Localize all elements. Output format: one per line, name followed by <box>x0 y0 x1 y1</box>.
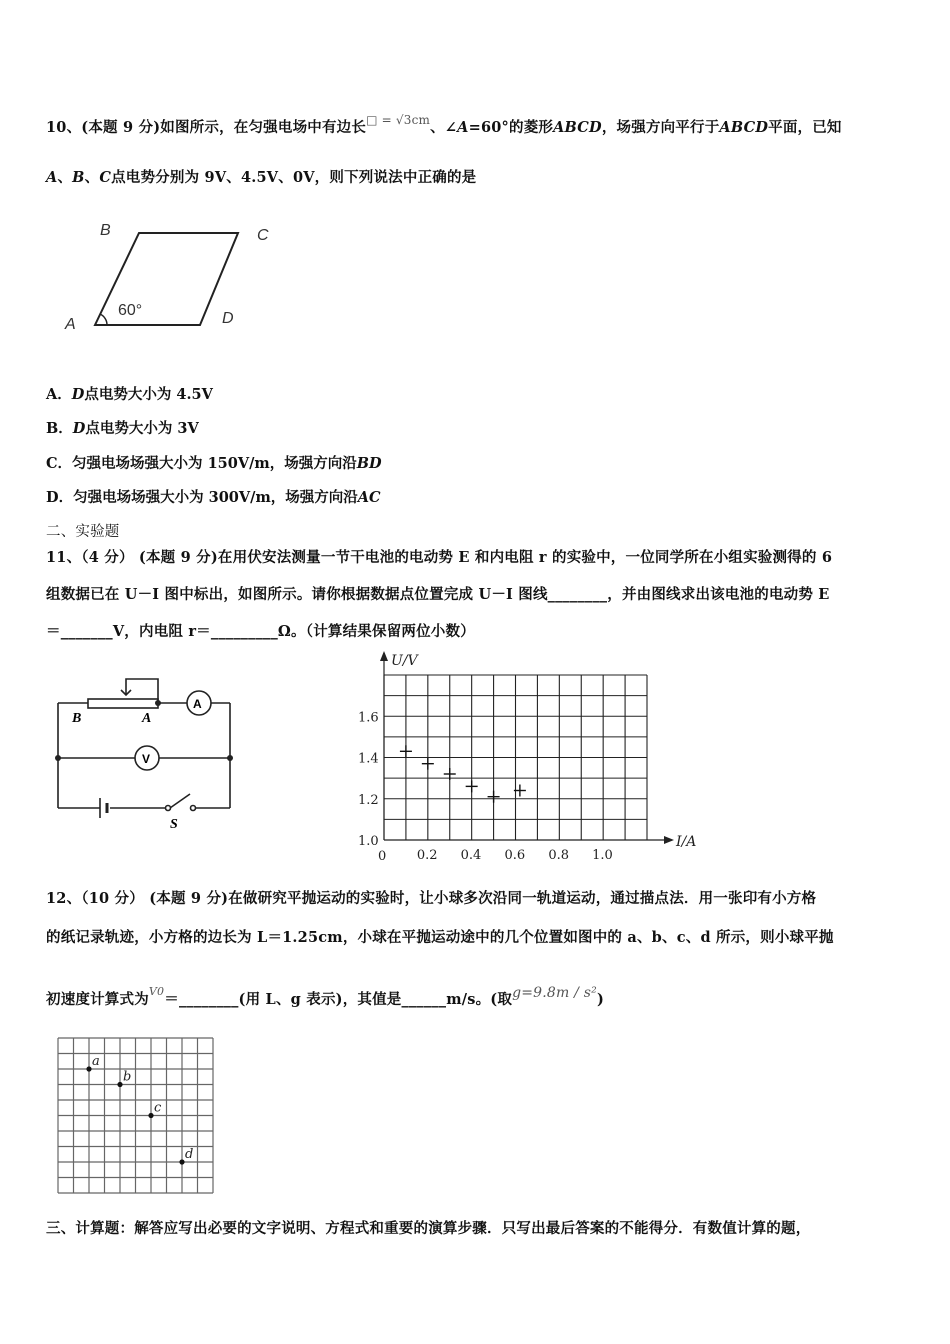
q11-line2: 组数据已在 U－I 图中标出，如图所示。请你根据数据点位置完成 U－I 图线________，并由图线求出该电池的电动势 E <box>46 586 830 603</box>
trajectory-label-d: d <box>185 1147 194 1162</box>
y-tick-label: 1.4 <box>358 751 379 767</box>
chart-labels <box>358 653 696 864</box>
vertex-label-d: D <box>222 310 234 327</box>
q10-line2: A、B、C点电势分别为 9V、4.5V、0V，则下列说法中正确的是 <box>46 169 477 186</box>
rheostat <box>88 699 158 708</box>
angle-label: 60° <box>118 302 143 319</box>
voltmeter-label: V <box>142 752 151 766</box>
rhombus-figure <box>55 210 285 345</box>
q11-line1: 11、（4 分） (本题 9 分)在用伏安法测量一节干电池的电动势 E 和内电阻 r 的实验中，一位同学所在小组实验测得的 6 <box>46 549 833 566</box>
q12-line1: 12、（10 分） (本题 9 分)在做研究平抛运动的实验时，让小球多次沿同一轨道运动，通过描点法．用一张印有小方格 <box>46 890 817 907</box>
x-axis-label: I/A <box>676 834 697 850</box>
q11-line3: ＝_______V，内电阻 r＝_________Ω。（计算结果保留两位小数） <box>46 623 475 640</box>
side-length-formula: □ = √3cm <box>366 113 431 127</box>
v0-symbol: V0 <box>148 985 165 998</box>
y-tick-label: 1.0 <box>358 834 379 849</box>
grid-paper-figure <box>55 1035 217 1195</box>
ammeter-label: A <box>193 697 202 711</box>
vertex-label-b: B <box>100 222 111 239</box>
q10-line1: 10、(本题 9 分)如图所示，在匀强电场中有边长$^{□ = √3cm}$、∠A=60°的菱形ABCD，场强方向平行于ABCD平面，已知 <box>46 113 842 136</box>
chart-grid <box>384 675 647 840</box>
chart-points <box>400 745 526 802</box>
trajectory-point-d <box>179 1159 184 1164</box>
ui-chart <box>350 645 710 870</box>
trajectory-points <box>86 1054 193 1165</box>
trajectory-point-c <box>148 1113 153 1118</box>
data-point <box>400 745 412 757</box>
circuit-diagram <box>50 670 240 835</box>
chart-axes <box>380 651 674 844</box>
data-point <box>422 758 434 770</box>
y-tick-label: 1.2 <box>358 792 379 808</box>
x-tick-label: 0.8 <box>548 848 570 863</box>
trajectory-label-a: a <box>92 1054 100 1069</box>
circuit-label-b: B <box>72 711 82 726</box>
vertex-label-c: C <box>257 227 269 244</box>
q12-line3: 初速度计算式为$^{V0}$＝________(用 L、g 表示)，其值是______m/s。(取g=9.8m / s²) <box>46 985 604 1008</box>
section-3-heading: 三、计算题：解答应写出必要的文字说明、方程式和重要的演算步骤．只写出最后答案的不能得分．有数值计算的题， <box>46 1220 811 1237</box>
q10-option-a[interactable]: A．D点电势大小为 4.5V <box>46 386 213 403</box>
trajectory-point-b <box>117 1082 122 1087</box>
y-axis-label: U/V <box>391 653 418 669</box>
trajectory-label-c: c <box>154 1100 162 1116</box>
angle-arc <box>100 314 107 325</box>
circuit-label-a: A <box>142 711 152 726</box>
data-point <box>488 791 500 803</box>
y-axis-arrow <box>380 651 388 661</box>
origin-label: 0 <box>378 849 387 864</box>
q12-line2: 的纸记录轨迹，小方格的边长为 L＝1.25cm，小球在平抛运动途中的几个位置如图中的 a、b、c、d 所示，则小球平抛 <box>46 929 834 946</box>
grid-paper-lines <box>58 1038 213 1193</box>
trajectory-label-b: b <box>123 1069 132 1085</box>
x-tick-label: 0.6 <box>504 848 526 863</box>
switch-label: S <box>170 817 178 832</box>
x-tick-label: 1.0 <box>592 848 613 863</box>
x-axis-arrow <box>664 836 674 844</box>
q10-option-b[interactable]: B．D点电势大小为 3V <box>46 420 199 437</box>
vertex-label-a: A <box>65 316 76 333</box>
x-tick-label: 0.2 <box>416 848 438 863</box>
trajectory-point-a <box>86 1066 91 1071</box>
q10-option-c[interactable]: C．匀强电场场强大小为 150V/m，场强方向沿BD <box>46 455 382 472</box>
x-tick-label: 0.4 <box>460 848 482 863</box>
data-point <box>466 780 478 792</box>
switch-lever <box>170 794 190 808</box>
y-tick-label: 1.6 <box>358 710 379 726</box>
section-2-heading: 二、实验题 <box>46 524 120 540</box>
rhombus-shape <box>95 233 238 325</box>
g-formula: g=9.8m / s² <box>512 985 597 1001</box>
q10-option-d[interactable]: D．匀强电场场强大小为 300V/m，场强方向沿AC <box>46 489 381 506</box>
